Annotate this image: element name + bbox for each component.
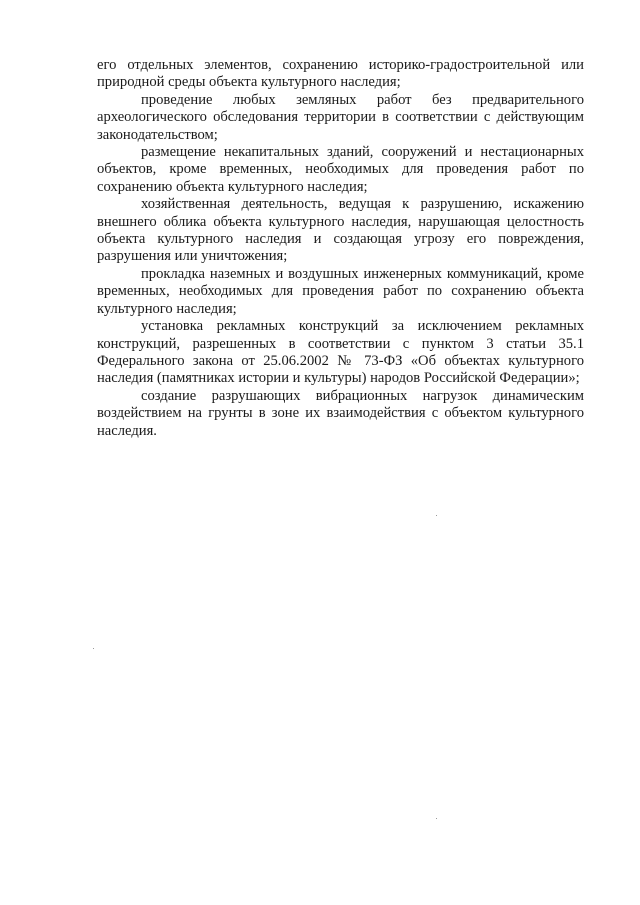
paragraph-advertising: установка рекламных конструкций за исключением рекламных конструкций, разрешенных в соответствии с пунктом 3 статьи 35.1 Федерального закона от 25.06.2002 № 73-ФЗ «Об объектах культурного наследия (памятниках истории и культуры) народов Российской Федерации»; xyxy=(97,318,584,387)
paragraph-earthworks: проведение любых земляных работ без предварительного археологического обследования территории в соответствии с действующим законодательством; xyxy=(97,91,584,143)
paragraph-economic-activity: хозяйственная деятельность, ведущая к разрушению, искажению внешнего облика объекта культурного наследия, нарушающая целостность объекта культурного наследия и создающая угрозу его повреждения, разрушения или уничтожения; xyxy=(97,196,584,265)
paragraph-vibration: создание разрушающих вибрационных нагрузок динамическим воздействием на грунты в зоне их взаимодействия с объектом культурного наследия. xyxy=(97,387,584,439)
scan-speck xyxy=(93,648,94,649)
scan-speck xyxy=(436,818,437,819)
paragraph-continuation: его отдельных элементов, сохранению историко-градостроительной или природной среды объекта культурного наследия; xyxy=(97,57,584,91)
document-body xyxy=(97,57,584,440)
paragraph-temporary-buildings: размещение некапитальных зданий, сооружений и нестационарных объектов, кроме временных, необходимых для проведения работ по сохранению объекта культурного наследия; xyxy=(97,144,584,195)
paragraph-utilities: прокладка наземных и воздушных инженерных коммуникаций, кроме временных, необходимых для проведения работ по сохранению объекта культурного наследия; xyxy=(97,265,584,317)
scan-speck xyxy=(436,515,437,516)
